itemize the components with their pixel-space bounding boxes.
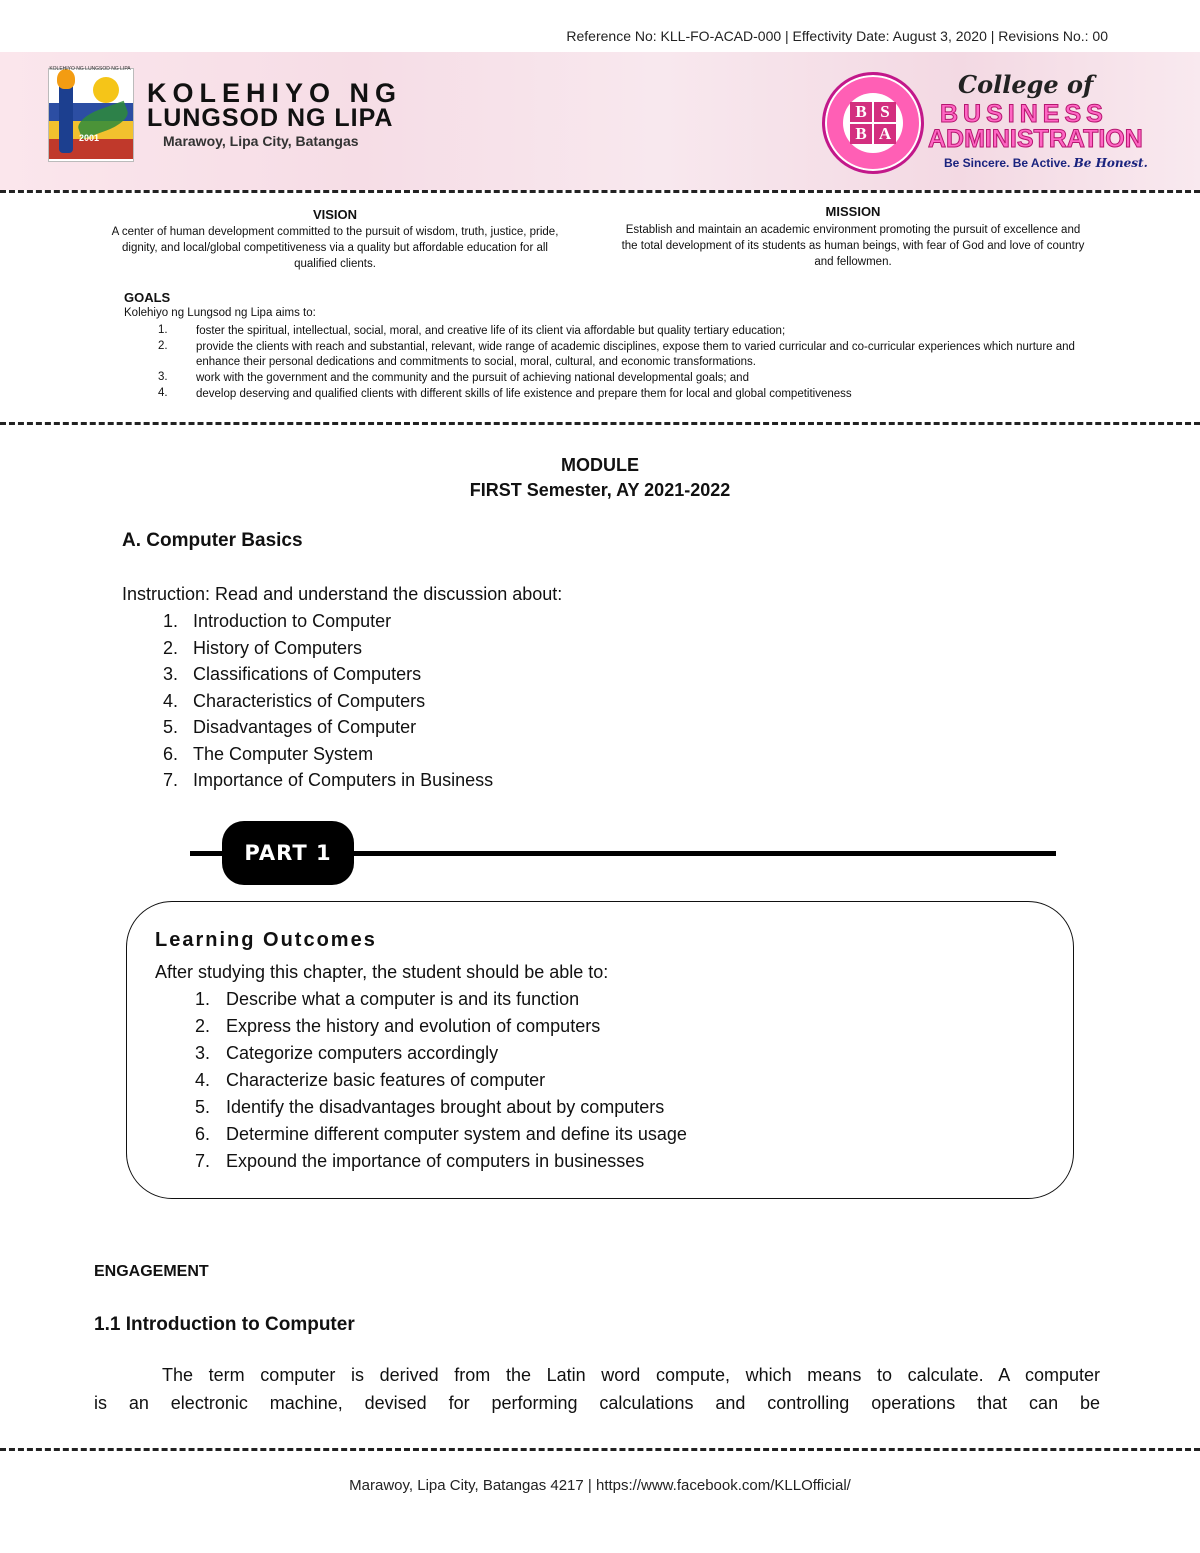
goal-number: 1. (158, 324, 168, 336)
school-name-line2: LUNGSOD NG LIPA (147, 104, 394, 132)
topic-item: Importance of Computers in Business (193, 770, 494, 790)
goals-intro: Kolehiyo ng Lungsod ng Lipa aims to: (124, 307, 316, 319)
topic-number: 7. (162, 770, 178, 790)
mission-text: Establish and maintain an academic environment promoting the pursuit of excellence and the total development of its students as human beings, with fear of God and love of country and fellowmen. (621, 224, 1085, 268)
seal-letter: S (874, 102, 896, 122)
outcome-item: Categorize computers accordingly (226, 1043, 499, 1063)
vision-heading: VISION (312, 207, 358, 222)
learning-outcomes-title: Learning Outcomes (155, 929, 377, 951)
topic-number: 1. (162, 611, 178, 631)
outcome-number: 2. (194, 1016, 210, 1036)
school-address: Marawoy, Lipa City, Batangas (163, 133, 359, 149)
sun-icon (93, 77, 119, 103)
topic-number: 5. (162, 717, 178, 737)
topic-number: 2. (162, 638, 178, 658)
topic-number: 6. (162, 744, 178, 764)
college-motto (944, 156, 1148, 170)
module-semester: FIRST Semester, AY 2021-2022 (469, 480, 731, 500)
outcome-item: Determine different computer system and define its usage (226, 1124, 687, 1144)
outcome-number: 1. (194, 989, 210, 1009)
topic-item: Introduction to Computer (193, 611, 392, 631)
part-label: PART 1 (222, 821, 354, 885)
outcome-number: 7. (194, 1151, 210, 1171)
engagement-heading: ENGAGEMENT (94, 1263, 209, 1280)
seal-letter: B (850, 124, 872, 144)
outcome-number: 3. (194, 1043, 210, 1063)
module-title: MODULE (561, 455, 639, 475)
instruction-text: Instruction: Read and understand the discussion about: (122, 584, 563, 604)
seal-letter: B (850, 102, 872, 122)
outcome-item: Expound the importance of computers in businesses (226, 1151, 645, 1171)
topic-item: Classifications of Computers (193, 664, 422, 684)
goals-divider (0, 422, 1200, 425)
footer-divider (0, 1448, 1200, 1451)
goal-text: provide the clients with reach and substantial, relevant, wide range of academic disciplines, expose them to varied curricular and co-curricular experiences which nurture and enhance their personal dedications and commitments to social, moral, cultural, and economic transformations. (196, 341, 1075, 368)
flame-icon (57, 69, 75, 89)
section-heading: A. Computer Basics (122, 530, 303, 551)
header-divider (0, 190, 1200, 193)
goal-text: develop deserving and qualified clients with different skills of life existence and prepare them for local and global competitiveness (196, 388, 852, 400)
topic-item: Disadvantages of Computer (193, 717, 417, 737)
college-of-label: College of (958, 70, 1094, 99)
topic-number: 4. (162, 691, 178, 711)
outcome-item: Describe what a computer is and its function (226, 989, 580, 1009)
school-name-line1: KOLEHIYO NG (147, 78, 403, 108)
goal-number: 2. (158, 340, 168, 352)
goal-text: foster the spiritual, intellectual, social, moral, and creative life of its client via affordable but quality tertiary education; (196, 325, 786, 337)
motto-part2: Be Honest. (1073, 156, 1148, 170)
vision-text: A center of human development committed to the pursuit of wisdom, truth, justice, pride, dignity, and local/global competitiveness via a quality but affordable education for all qualified clients. (111, 226, 559, 270)
outcome-number: 6. (194, 1124, 210, 1144)
topic-item: Characteristics of Computers (193, 691, 426, 711)
outcome-item: Express the history and evolution of computers (226, 1016, 601, 1036)
outcome-item: Characterize basic features of computer (226, 1070, 546, 1090)
topic-number: 3. (162, 664, 178, 684)
mission-heading: MISSION (825, 204, 881, 219)
school-logo (48, 68, 134, 162)
goal-text: work with the government and the community and the pursuit of achieving national developmental goals; and (196, 372, 749, 384)
logo-caption: KOLEHIYO NG LUNGSOD NG LIPA (49, 66, 131, 72)
motto-part1: Be Sincere. Be Active. (944, 156, 1074, 170)
goals-heading: GOALS (124, 290, 171, 305)
paragraph-line: The term computer is derived from the Latin word compute, which means to calculate. A computer (162, 1365, 1100, 1385)
paragraph-line: is an electronic machine, devised for performing calculations and controlling operations that can be (94, 1393, 1100, 1413)
goal-number: 3. (158, 371, 168, 383)
outcome-number: 4. (194, 1070, 210, 1090)
seal-letter: A (874, 124, 896, 144)
goal-number: 4. (158, 387, 168, 399)
reference-line: Reference No: KLL-FO-ACAD-000 | Effectivity Date: August 3, 2020 | Revisions No.: 00 (566, 28, 1108, 44)
topic-item: History of Computers (193, 638, 363, 658)
college-name-line1: BUSINESS (940, 100, 1108, 128)
learning-outcomes-intro: After studying this chapter, the student should be able to: (155, 962, 609, 982)
outcome-number: 5. (194, 1097, 210, 1117)
bsba-seal (822, 72, 924, 174)
college-name-line2: ADMINISTRATION (928, 125, 1143, 153)
subsection-heading: 1.1 Introduction to Computer (94, 1314, 355, 1335)
logo-year: 2001 (79, 133, 100, 143)
topic-item: The Computer System (193, 744, 374, 764)
footer-text: Marawoy, Lipa City, Batangas 4217 | https://www.facebook.com/KLLOfficial/ (349, 1477, 851, 1494)
outcome-item: Identify the disadvantages brought about by computers (226, 1097, 665, 1117)
